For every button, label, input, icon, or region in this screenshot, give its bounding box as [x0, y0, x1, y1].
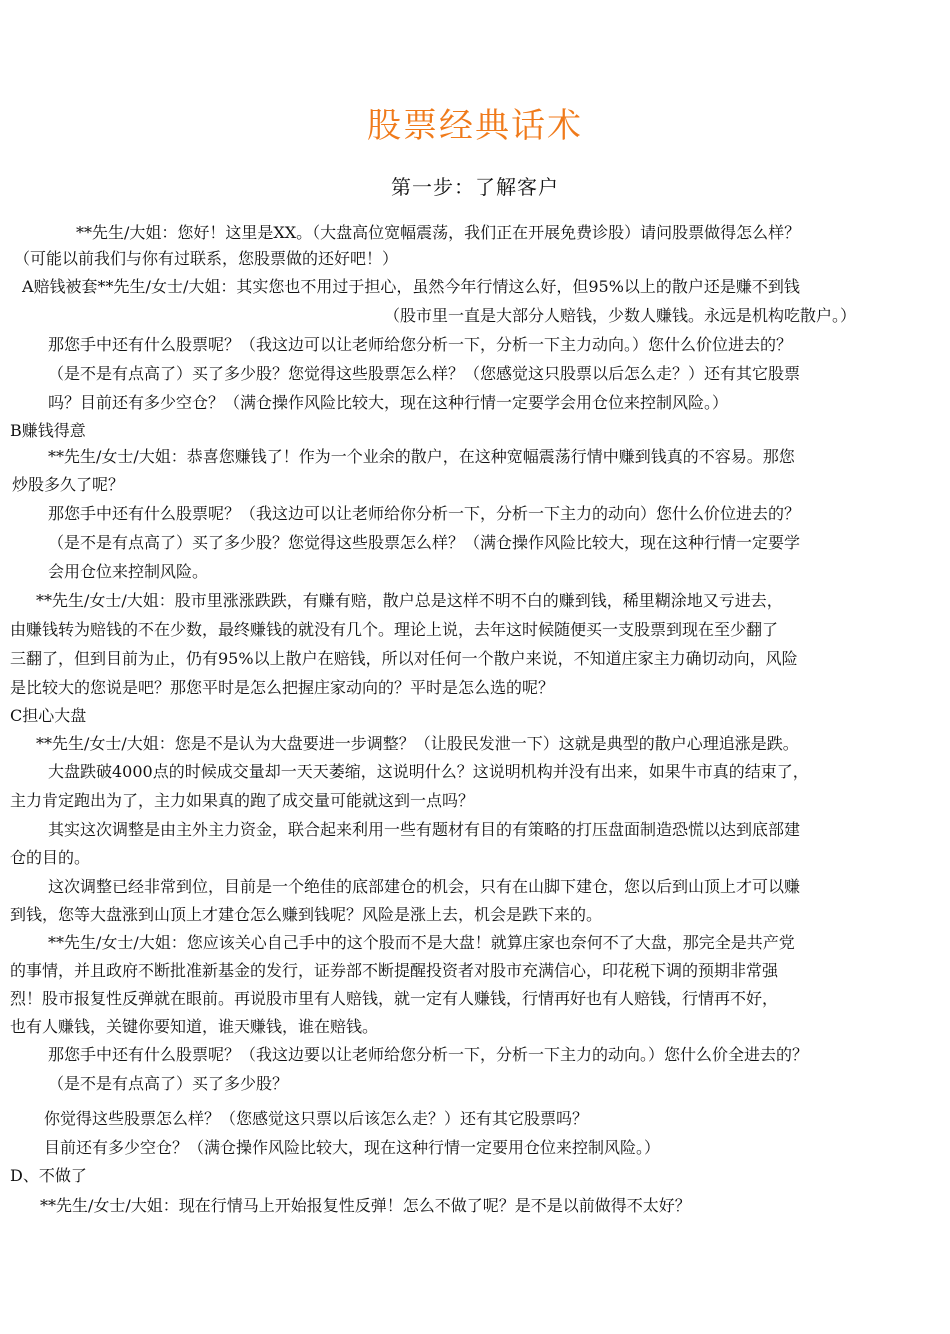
text-line: （是不是有点高了）买了多少股？ [48, 1074, 289, 1093]
text-line: **先生/女士/大姐：您应该关心自己手中的这个股而不是大盘！就算庄家也奈何不了大盘，那完全是共产党 [48, 933, 795, 952]
text-line: 会用仓位来控制风险。 [48, 562, 209, 581]
text-line: 也有人赚钱，关键你要知道，谁天赚钱，谁在赔钱。 [10, 1017, 379, 1036]
text-line: 炒股多久了呢？ [12, 475, 125, 494]
text-line: （可能以前我们与你有过联系，您股票做的还好吧！） [14, 249, 399, 268]
text-line: 仓的目的。 [10, 848, 91, 867]
text-line: 那您手中还有什么股票呢？（我这边可以让老师给你分析一下，分析一下主力的动向）您什么价位进去的？ [48, 504, 801, 523]
section-heading-d: D、不做了 [10, 1166, 87, 1185]
text-line: **先生/女士/大姐：股市里涨涨跌跌，有赚有赔，散户总是这样不明不白的赚到钱，稀里糊涂地又亏进去， [36, 591, 783, 610]
text-line: **先生/大姐：您好！这里是XX。（大盘高位宽幅震荡，我们正在开展免费诊股）请问股票做得怎么样？ [76, 223, 801, 242]
text-line: 三翻了，但到目前为止，仍有95%以上散户在赔钱，所以对任何一个散户来说，不知道庄家主力确切动向，风险 [10, 649, 798, 668]
text-line: **先生/女士/大姐：您是不是认为大盘要进一步调整？（让股民发泄一下）这就是典型的散户心理追涨是跌。 [36, 734, 799, 753]
text-line: 目前还有多少空仓？（满仓操作风险比较大，现在这种行情一定要用仓位来控制风险。） [44, 1138, 661, 1157]
text-line: 大盘跌破4000点的时候成交量却一天天萎缩，这说明什么？这说明机构并没有出来，如果牛市真的结束了， [48, 762, 809, 781]
text-line: A赔钱被套**先生/女士/大姐：其实您也不用过于担心，虽然今年行情这么好，但95%以上的散户还是赚不到钱 [22, 277, 800, 296]
document-title: 股票经典话术 [367, 106, 583, 146]
text-line: 其实这次调整是由主外主力资金，联合起来利用一些有题材有目的有策略的打压盘面制造恐慌以达到底部建 [48, 820, 801, 839]
text-line: **先生/女士/大姐：恭喜您赚钱了！作为一个业余的散户，在这种宽幅震荡行情中赚到钱真的不容易。那您 [48, 447, 795, 466]
document-subtitle: 第一步：了解客户 [391, 175, 559, 199]
section-heading-c: C担心大盘 [10, 706, 87, 725]
text-line: **先生/女士/大姐：现在行情马上开始报复性反弹！怎么不做了呢？是不是以前做得不太好？ [40, 1196, 691, 1215]
text-line: 主力肯定跑出为了，主力如果真的跑了成交量可能就这到一点吗？ [10, 791, 475, 810]
text-line: 由赚钱转为赔钱的不在少数，最终赚钱的就没有几个。理论上说，去年这时候随便买一支股票到现在至少翻了 [10, 620, 779, 639]
text-line: 这次调整已经非常到位，目前是一个绝佳的底部建仓的机会，只有在山脚下建仓，您以后到山顶上才可以赚 [48, 877, 801, 896]
text-line: 那您手中还有什么股票呢？（我这边可以让老师给您分析一下，分析一下主力动向。）您什么价位进去的？ [48, 335, 793, 354]
text-line: 吗？目前还有多少空仓？（满仓操作风险比较大，现在这种行情一定要学会用仓位来控制风险。） [48, 393, 729, 412]
text-line: 的事情，并且政府不断批准新基金的发行，证券部不断提醒投资者对股市充满信心，印花税下调的预期非常强 [10, 961, 779, 980]
text-line: （股市里一直是大部分人赔钱，少数人赚钱。永远是机构吃散户。） [384, 306, 857, 325]
text-line: 烈！股市报复性反弹就在眼前。再说股市里有人赔钱，就一定有人赚钱，行情再好也有人赔钱，行情再不好， [10, 989, 779, 1008]
text-line: 是比较大的您说是吧？那您平时是怎么把握庄家动向的？平时是怎么选的呢？ [10, 678, 555, 697]
section-heading-b: B赚钱得意 [10, 421, 86, 440]
text-line: （是不是有点高了）买了多少股？您觉得这些股票怎么样？（满仓操作风险比较大，现在这种行情一定要学 [48, 533, 801, 552]
text-line: 到钱，您等大盘涨到山顶上才建仓怎么赚到钱呢？风险是涨上去，机会是跌下来的。 [10, 905, 603, 924]
text-line: 你觉得这些股票怎么样？（您感觉这只票以后该怎么走？）还有其它股票吗？ [44, 1109, 589, 1128]
text-line: （是不是有点高了）买了多少股？您觉得这些股票怎么样？（您感觉这只股票以后怎么走？）还有其它股票 [48, 364, 801, 383]
text-line: 那您手中还有什么股票呢？（我这边要以让老师给您分析一下，分析一下主力的动向。）您什么价全进去的？ [48, 1045, 809, 1064]
